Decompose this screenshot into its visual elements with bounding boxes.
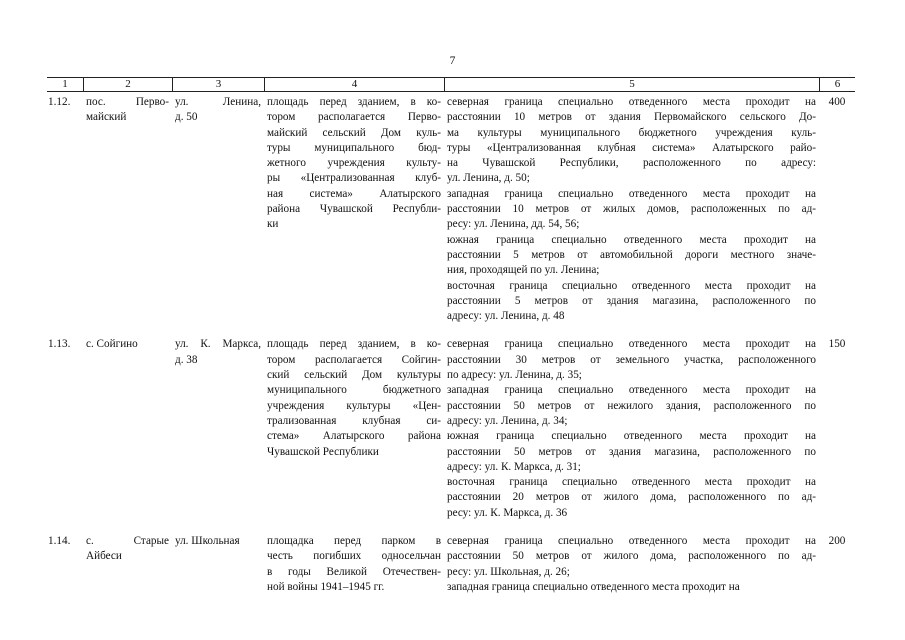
border-paragraph-line: западная граница специально отведенного места проходит на <box>447 187 816 200</box>
place-description-cell-line: туры муниципального бюд- <box>267 141 441 154</box>
border-paragraph-line: южная граница специально отведенного места проходит на <box>447 430 816 443</box>
place-description-cell-line: площадка перед парком в <box>267 535 441 548</box>
street-cell <box>172 95 264 324</box>
column-header-3: 3 <box>172 78 264 91</box>
border-paragraph <box>447 233 816 279</box>
border-paragraph-line: расстоянии 5 метров от автомобильной дороги местного значе- <box>447 248 816 261</box>
place-description-cell-line: стема» Алатырского района <box>267 430 441 443</box>
place-description-cell-line: тором располагается Перво- <box>267 111 441 124</box>
place-description-cell-line: ки <box>267 218 279 231</box>
border-paragraph-line: расстоянии 50 метров от нежилого здания, расположенного по <box>447 399 816 412</box>
place-description-cell-line: Чувашской Республики <box>267 445 379 458</box>
border-paragraph-line: восточная граница специально отведенного места проходит на <box>447 476 816 489</box>
table-row <box>47 95 855 324</box>
place-description-cell-line: ная система» Алатырского <box>267 187 441 200</box>
border-paragraph-line: западная граница специально отведенного места проходит на <box>447 580 740 593</box>
place-description-cell-line: учреждения культуры «Цен- <box>267 399 441 412</box>
border-paragraph-line: расстоянии 5 метров от здания магазина, расположенного по <box>447 294 816 307</box>
settlement-cell <box>83 95 172 324</box>
street-cell-line: д. 50 <box>175 111 198 124</box>
place-description-cell-line: честь погибших односельчан <box>267 550 441 563</box>
table-row <box>47 534 855 595</box>
border-paragraph-line: северная граница специально отведенного места проходит на <box>447 535 816 548</box>
border-paragraph-line: расстоянии 10 метров от жилых домов, расположенных по ад- <box>447 203 816 216</box>
border-paragraph-line: расстоянии 20 метров от жилого дома, расположенного по ад- <box>447 491 816 504</box>
border-paragraph <box>447 337 816 383</box>
place-description-cell-line: площадь перед зданием, в ко- <box>267 338 441 351</box>
border-paragraph-line: расстоянии 30 метров от земельного участка, расположенного <box>447 353 816 366</box>
place-description-cell-line: майский сельский Дом куль- <box>267 126 441 139</box>
column-header-4: 4 <box>264 78 444 91</box>
border-paragraph <box>447 534 816 580</box>
border-paragraph-line: адресу: ул. Ленина, д. 34; <box>447 414 568 427</box>
border-paragraph-line: туры «Централизованная клубная система» Алатырского райо- <box>447 141 816 154</box>
border-paragraph <box>447 187 816 233</box>
border-paragraph-line: восточная граница специально отведенного места проходит на <box>447 279 816 292</box>
place-description-cell-line: трализованная клубная си- <box>267 414 441 427</box>
column-header-1: 1 <box>62 78 68 90</box>
place-description-cell <box>264 337 444 521</box>
border-paragraph <box>447 279 816 325</box>
place-description-cell-line: района Чувашской Республи- <box>267 203 441 216</box>
border-paragraph-line: ресу: ул. Школьная, д. 26; <box>447 565 570 578</box>
border-paragraph-line: ресу: ул. Ленина, дд. 54, 56; <box>447 218 580 231</box>
place-description-cell-line: жетного учреждения культу- <box>267 157 441 170</box>
border-paragraph <box>447 383 816 429</box>
street-cell-line: ул. К. Маркса, <box>175 338 261 351</box>
settlement-cell-line: Айбеси <box>86 550 122 563</box>
border-paragraph-line: ма культуры муниципального бюджетного учреждения куль- <box>447 126 816 139</box>
border-paragraph-line: южная граница специально отведенного места проходит на <box>447 233 816 246</box>
area-value: 150 <box>828 338 846 351</box>
borders-cell <box>444 95 819 324</box>
border-paragraph-line: расстоянии 50 метров от здания магазина, расположенного по <box>447 445 816 458</box>
item-number: 1.13. <box>48 338 71 351</box>
border-paragraph-line: адресу: ул. Ленина, д. 48 <box>447 310 565 323</box>
place-description-cell <box>264 534 444 595</box>
item-number: 1.12. <box>48 96 71 108</box>
place-description-cell <box>264 95 444 324</box>
area-value: 400 <box>828 96 846 108</box>
border-paragraph-line: адресу: ул. К. Маркса, д. 31; <box>447 460 581 473</box>
border-paragraph <box>447 429 816 475</box>
border-paragraph <box>447 580 816 595</box>
column-header-5: 5 <box>444 78 819 91</box>
street-cell <box>172 534 264 595</box>
table-body <box>47 95 855 595</box>
settlement-cell <box>83 534 172 595</box>
street-cell <box>172 337 264 521</box>
place-description-cell-line: ский сельский Дом культуры <box>267 369 441 382</box>
place-description-cell-line: ры «Централизованная клуб- <box>267 172 441 185</box>
street-cell-line: д. 38 <box>175 353 198 366</box>
street-cell-line: ул. Школьная <box>175 535 240 548</box>
settlement-cell-line: майский <box>86 111 127 124</box>
page-number: 7 <box>449 55 456 67</box>
place-description-cell-line: в годы Великой Отечествен- <box>267 565 441 578</box>
place-description-cell-line: муниципального бюджетного <box>267 384 441 397</box>
column-header-6: 6 <box>819 78 855 91</box>
settlement-cell-line: с. Старые <box>86 535 169 548</box>
street-cell-line: ул. Ленина, <box>175 96 261 108</box>
border-paragraph-line: на Чувашской Республики, расположенного по адресу: <box>447 157 816 170</box>
border-paragraph-line: по адресу: ул. Ленина, д. 35; <box>447 369 582 382</box>
place-description-cell-line: площадь перед зданием, в ко- <box>267 96 441 108</box>
borders-cell <box>444 337 819 521</box>
settlement-cell-line: с. Сойгино <box>86 338 138 351</box>
places-table <box>47 77 855 595</box>
borders-cell <box>444 534 819 595</box>
border-paragraph-line: расстоянии 50 метров от жилого дома, расположенного по ад- <box>447 550 816 563</box>
border-paragraph <box>447 475 816 521</box>
border-paragraph-line: северная граница специально отведенного места проходит на <box>447 96 816 108</box>
place-description-cell-line: ной войны 1941–1945 гг. <box>267 580 385 593</box>
column-header-2: 2 <box>83 78 172 91</box>
column-number-header <box>47 77 855 92</box>
border-paragraph-line: северная граница специально отведенного места проходит на <box>447 338 816 351</box>
border-paragraph-line: западная граница специально отведенного места проходит на <box>447 384 816 397</box>
border-paragraph-line: расстоянии 10 метров от здания Первомайского сельского До- <box>447 111 816 124</box>
border-paragraph-line: ния, проходящей по ул. Ленина; <box>447 264 600 277</box>
border-paragraph-line: ул. Ленина, д. 50; <box>447 172 530 185</box>
settlement-cell-line: пос. Перво- <box>86 96 169 108</box>
border-paragraph-line: ресу: ул. К. Маркса, д. 36 <box>447 506 568 519</box>
area-value: 200 <box>828 535 846 548</box>
item-number: 1.14. <box>48 535 71 548</box>
place-description-cell-line: тором располагается Сойгин- <box>267 353 441 366</box>
table-row <box>47 337 855 521</box>
border-paragraph <box>447 95 816 187</box>
settlement-cell <box>83 337 172 521</box>
